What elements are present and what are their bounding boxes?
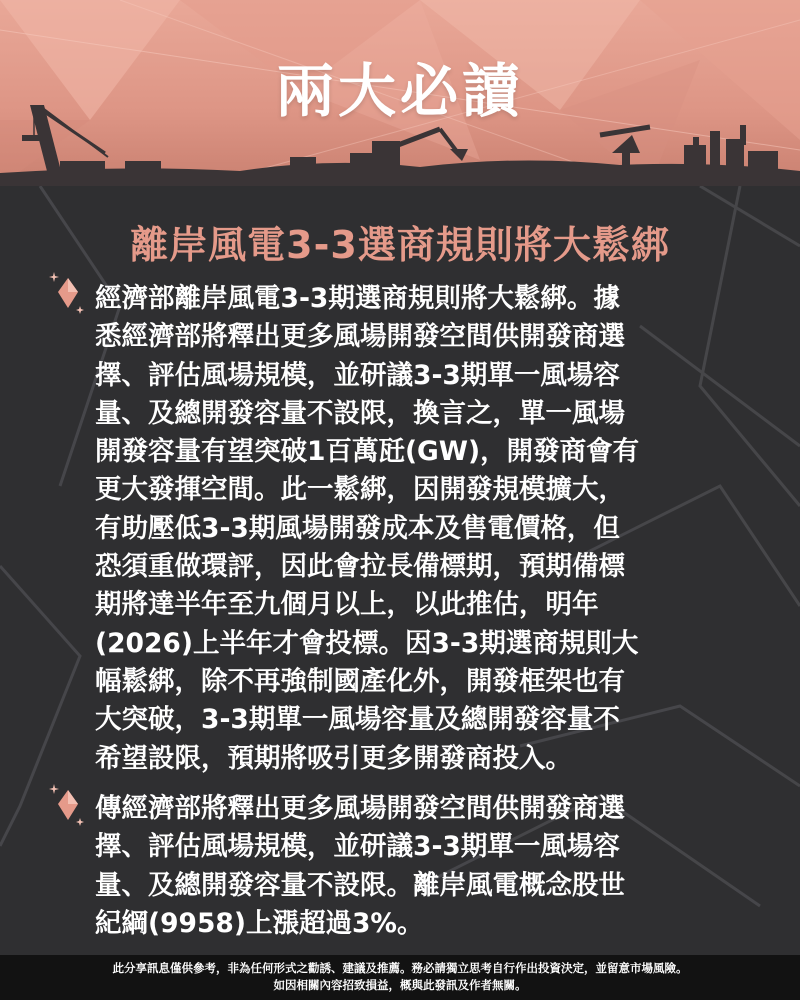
paragraph-1: 經濟部離岸風電3-3期選商規則將大鬆綁。據 悉經濟部將釋出更多風場開發空間供開發商選 擇、評估風場規模，並研議3-3期單一風場容 量、及總開發容量不設限，換言之，單一風場 開發容量有望突破1百萬瓩(GW)，開發商會有 更大發揮空間。此一鬆綁，因開發規模擴大， 有助壓低3-3期風場開發成本及售電價格，但 恐須重做環評，因此會拉長備標期，預期備標 期將達半年至九個月以上，以此推估，明年 (2026)上半年才會投標。因3-3期選商規則大 幅鬆綁，除不再強制國產化外，開發框架也有 大突破，3-3期單一風場容量及總開發容量不 希望設限，預期將吸引更多開發商投入。: [95, 283, 640, 774]
sparkle-gem-icon: [48, 268, 88, 324]
sparkle-gem-icon: [48, 780, 88, 836]
disclaimer-line-1: 此分享訊息僅供參考，非為任何形式之勸誘、建議及推薦。務必請獨立思考自行作出投資決定，並留意市場風險。: [112, 961, 688, 975]
header-banner: [0, 0, 800, 186]
page-title: 兩大必讀: [275, 57, 524, 125]
headline: 離岸風電3-3選商規則將大鬆綁: [130, 223, 670, 267]
disclaimer-footer: [0, 955, 800, 1000]
paragraph-2: 傳經濟部將釋出更多風場開發空間供開發商選 擇、評估風場規模，並研議3-3期單一風場容 量、及總開發容量不設限。離岸風電概念股世 紀綱(9958)上漲超過3%。: [95, 793, 625, 939]
disclaimer-line-2: 如因相關內容招致損益，概與此發訊及作者無關。: [273, 978, 527, 992]
